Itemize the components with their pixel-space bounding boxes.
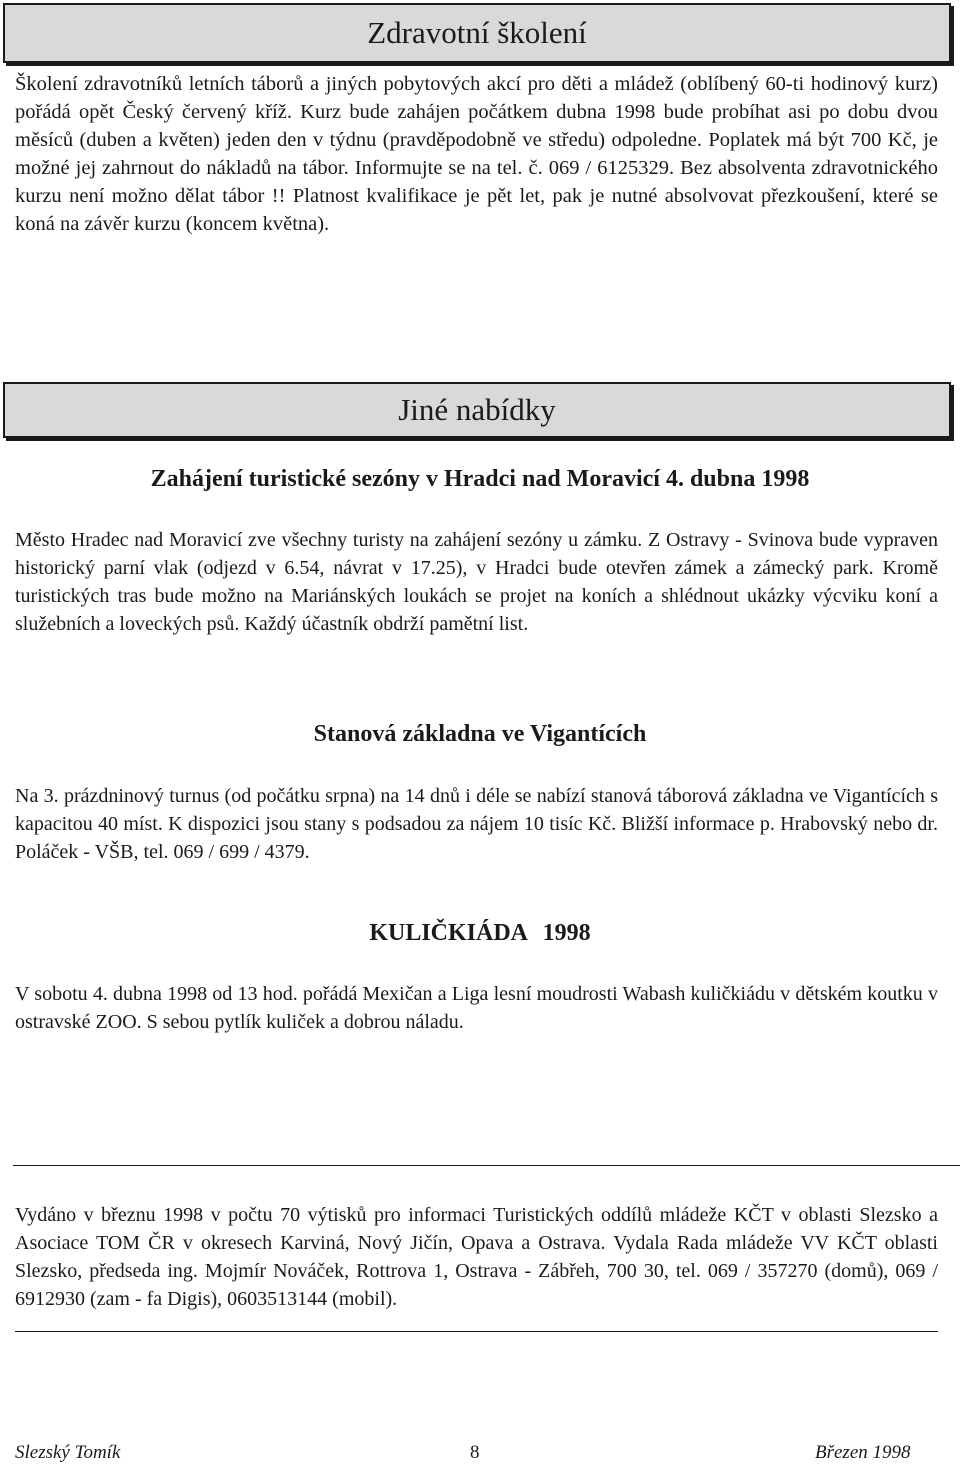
section-title-box-nabidky: [3, 382, 951, 438]
divider-bottom: [15, 1331, 938, 1332]
footer-page-number: 8: [470, 1442, 480, 1463]
footer-left: Slezský Tomík: [15, 1442, 121, 1463]
paragraph-stanova: Na 3. prázdninový turnus (od počátku srpna) na 14 dnů i déle se nabízí stanová táborová základna ve Vigantících s kapacitou 40 míst. K dispozici jsou stany s podsadou za nájem 10 tisíc Kč. Bližší informace p. Hrabovský nebo dr. Poláček - VŠB, tel. 069 / 699 / 4379.: [15, 785, 938, 863]
paragraph-sezona: Město Hradec nad Moravicí zve všechny turisty na zahájení sezóny u zámku. Z Ostravy - Svinova bude vypraven historický parní vlak (odjezd v 6.54, návrat v 17.25), v Hradci bude otevřen zámek a zámecký park. Kromě turistických tras bude možno na Mariánských loukách se projet na koních a shlédnout ukázky výcviku koní a služebních a loveckých psů. Každý účastník obdrží pamětní list.: [15, 529, 938, 635]
paragraph-skoleni: Školení zdravotníků letních táborů a jiných pobytových akcí pro děti a mládež (oblíbený 60-ti hodinový kurz) pořádá opět Český červený kříž. Kurz bude zahájen počátkem dubna 1998 bude probíhat asi po dobu dvou měsíců (duben a květen) jeden den v týdnu (pravděpodobně ve středu) odpoledne. Poplatek má být 700 Kč, je možné jej zahrnout do nákladů na tábor. Informujte se na tel. č. 069 / 6125329. Bez absolventa zdravotnického kurzu není možno dělat tábor !! Platnost kvalifikace je pět let, pak je nutné absolvovat přezkoušení, které se koná na závěr kurzu (koncem května).: [15, 73, 938, 235]
paragraph-tiraz: Vydáno v březnu 1998 v počtu 70 výtisků pro informaci Turistických oddílů mládeže KČT v oblasti Slezsko a Asociace TOM ČR v okresech Karviná, Nový Jičín, Opava a Ostrava. Vydala Rada mládeže VV KČT oblasti Slezsko, předseda ing. Mojmír Nováček, Rottrova 1, Ostrava - Zábřeh, 700 30, tel. 069 / 357270 (domů), 069 / 6912930 (zam - fa Digis), 0603513144 (mobil).: [15, 1204, 938, 1310]
footer-right: Březen 1998: [815, 1442, 911, 1463]
paragraph-kulickiada: V sobotu 4. dubna 1998 od 13 hod. pořádá Mexičan a Liga lesní moudrosti Wabash kuličkiádu v dětském koutku v ostravské ZOO. S sebou pytlík kuliček a dobrou náladu.: [15, 983, 938, 1033]
heading-kulickiada: KULIČKIÁDA 1998: [369, 920, 591, 946]
section-title-box-skoleni: [3, 3, 951, 63]
section-title: Jiné nabídky: [398, 392, 556, 427]
divider-top: [13, 1165, 960, 1166]
heading-stanova: Stanová základna ve Vigantících: [313, 721, 647, 747]
section-title: Zdravotní školení: [367, 15, 587, 50]
heading-sezona: Zahájení turistické sezóny v Hradci nad Moravicí 4. dubna 1998: [150, 466, 810, 492]
